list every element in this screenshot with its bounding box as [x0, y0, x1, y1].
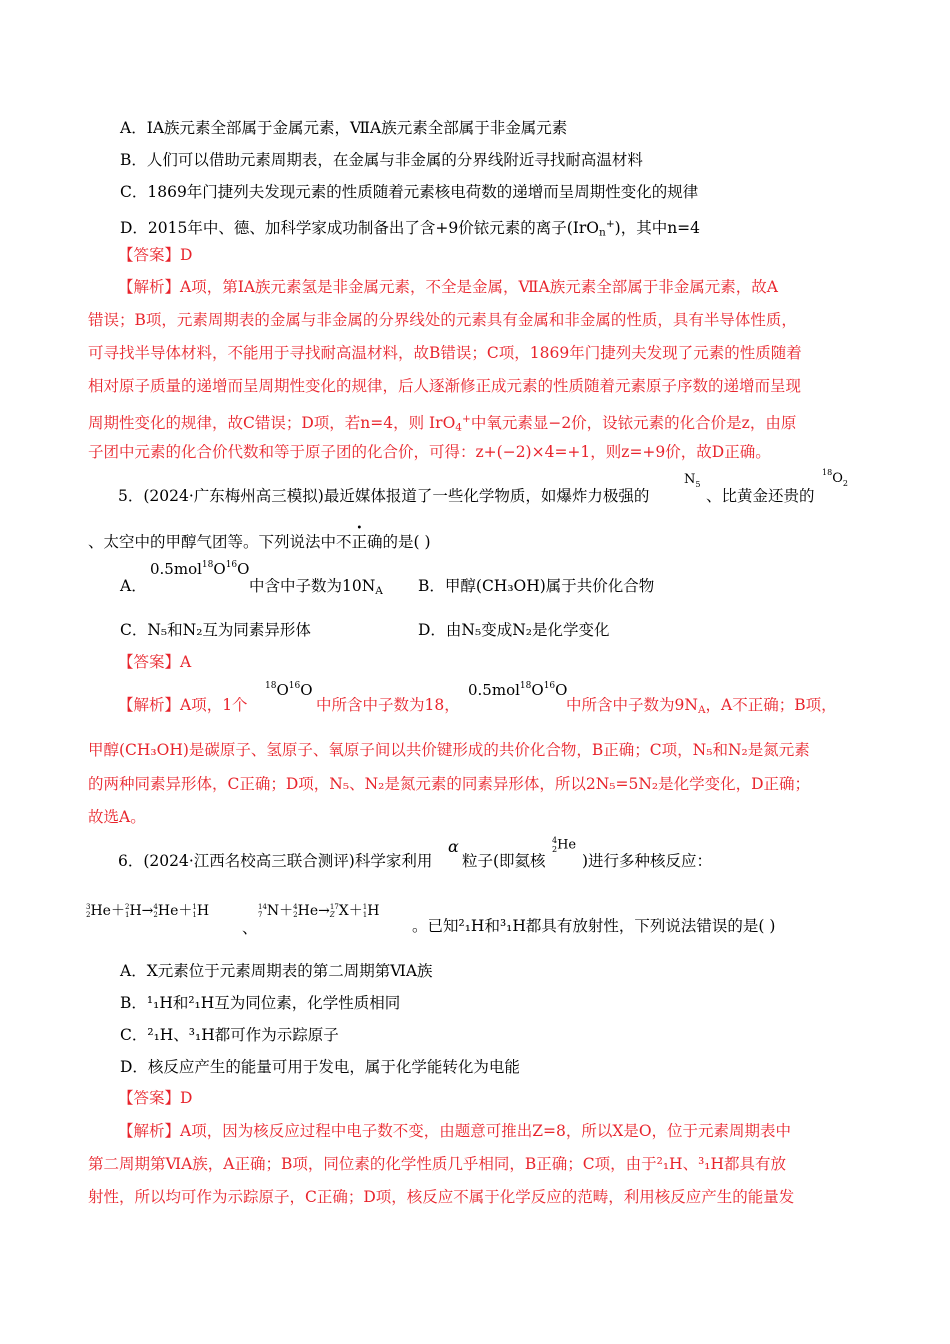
q6-option-d: D．核反应产生的能量可用于发电，属于化学能转化为电能 — [120, 1058, 520, 1076]
separator-comma: 、 — [242, 919, 258, 937]
q4-option-b: B．人们可以借助元素周期表，在金属与非金属的分界线附近寻找耐高温材料 — [120, 151, 643, 169]
q6-explanation-line: 第二周期第ⅥA族，A正确；B项，同位素的化学性质几乎相同，B正确；C项，由于²₁H、³₁H都具有放 — [88, 1155, 787, 1173]
q4-option-c: C．1869年门捷列夫发现元素的性质随着元素核电荷数的递增而呈周期性变化的规律 — [120, 183, 699, 201]
q6-option-a: A．X元素位于元素周期表的第二周期第ⅥA族 — [120, 962, 433, 980]
q5-option-a-label: A． — [120, 577, 147, 595]
q4-explanation-line: 相对原子质量的递增而呈周期性变化的规律，后人逐渐修正成元素的性质随着元素原子序数的递增而呈现 — [88, 377, 802, 395]
q5-option-d: D．由N₅变成N₂是化学变化 — [418, 621, 610, 639]
q6-option-c: C．²₁H、³₁H都可作为示踪原子 — [120, 1026, 339, 1044]
q4-explanation-line: 【解析】A项，第IA族元素氢是非金属元素，不全是金属，ⅦA族元素全部属于非金属元素，故A — [118, 278, 778, 296]
q6-explanation-line: 射性，所以均可作为示踪原子，C正确；D项，核反应不属于化学反应的范畴，利用核反应产生的能量发 — [88, 1188, 795, 1206]
q5-explanation-line: 甲醇(CH₃OH)是碳原子、氢原子、氧原子间以共价键形成的共价化合物，B正确；C项，N₅和N₂是氮元素 — [88, 741, 810, 759]
q4-explanation-line: 可寻找半导体材料，不能用于寻找耐高温材料，故B错误；C项，1869年门捷列夫发现了元素的性质随着 — [88, 344, 802, 362]
q5-stem-cont: 、比黄金还贵的 — [706, 487, 815, 505]
n5-formula: $N_5$ — [684, 472, 701, 489]
q6-stem-cont: 粒子(即氦核 — [462, 852, 546, 870]
q5-option-a-text: 中含中子数为$10N_A$ — [249, 577, 383, 597]
q5-explanation-line: 故选A。 — [88, 808, 146, 826]
q5-explanation-line: 的两种同素异形体，C正确；D项，N₅、N₂是氮元素的同素异形体，所以2N₅=5N₂是化学变化，D正确； — [88, 775, 811, 793]
q4-option-d: D．2015年中、德、加科学家成功制备出了含+9价铱元素的离子(IrO$_n$+)，其中n=4 — [120, 218, 701, 239]
q4-explanation-line: 子团中元素的化合价代数和等于原子团的化合价，可得：z+(−2)×4=+1，则z=+9价，故D正确。 — [88, 443, 771, 461]
q5-stem-line2: 、太空中的甲醇气团等。下列说法中不正确的是( ) — [88, 533, 431, 551]
q6-stem: 6．(2024·江西名校高三联合测评)科学家利用 — [118, 852, 433, 870]
q4-answer: 【答案】D — [118, 246, 193, 264]
q4-option-a: A．ⅠA族元素全部属于金属元素，ⅦA族元素全部属于非金属元素 — [120, 119, 568, 137]
he-nucleus-formula: 4 2He — [552, 836, 577, 854]
nuclear-reaction-2: 14 7 N＋4 2He→17 Z X＋1 1H — [258, 903, 380, 919]
q6-explanation-line: 【解析】A项，因为核反应过程中电子数不变，由题意可推出Z=8，所以X是O，位于元素周期表中 — [118, 1122, 792, 1140]
alpha-symbol: α — [448, 837, 459, 856]
q6-option-b: B．¹₁H和²₁H互为同位素，化学性质相同 — [120, 994, 401, 1012]
q5-option-b: B．甲醇(CH₃OH)属于共价化合物 — [418, 577, 655, 595]
emphasis-text: 不正确 — [336, 533, 383, 551]
q5-explanation-line: 中所含中子数为18， — [316, 696, 460, 714]
o2-isotope-formula: $^{18}O_2$ — [822, 468, 848, 488]
o-isotope-formula: $0.5mol^{18}O^{16}O$ — [468, 681, 568, 699]
q5-stem: 5．(2024·广东梅州高三模拟)最近媒体报道了一些化学物质，如爆炸力极强的 — [118, 487, 650, 505]
q5-explanation-line: 中所含中子数为$9N_A$，A不正确；B项， — [566, 696, 837, 716]
q5-option-c: C．N₅和N₂互为同素异形体 — [120, 621, 311, 639]
q4-explanation-line: 周期性变化的规律，故C错误；D项，若n=4，则 IrO$_4$+中氧元素显−2价，设铱元素的化合价是z，由原 — [88, 413, 797, 434]
q4-explanation-line: 错误；B项，元素周期表的金属与非金属的分界线处的元素具有金属和非金属的性质，具有半导体性质， — [88, 311, 797, 329]
q5-option-a-formula: $0.5mol^{18}O^{16}O$ — [150, 560, 250, 578]
q5-explanation-line: 【解析】A项，1个 — [118, 696, 248, 714]
q6-answer: 【答案】D — [118, 1089, 193, 1107]
q5-answer: 【答案】A — [118, 653, 192, 671]
o-isotope-formula: $^{18}O^{16}O$ — [265, 681, 313, 699]
q6-stem-line2: 。已知²₁H和³₁H都具有放射性，下列说法错误的是( ) — [412, 917, 776, 935]
nuclear-reaction-1: 3 2He＋2 1H→4 2He＋1 1H — [86, 903, 210, 919]
q6-stem-cont: )进行多种核反应： — [582, 852, 713, 870]
